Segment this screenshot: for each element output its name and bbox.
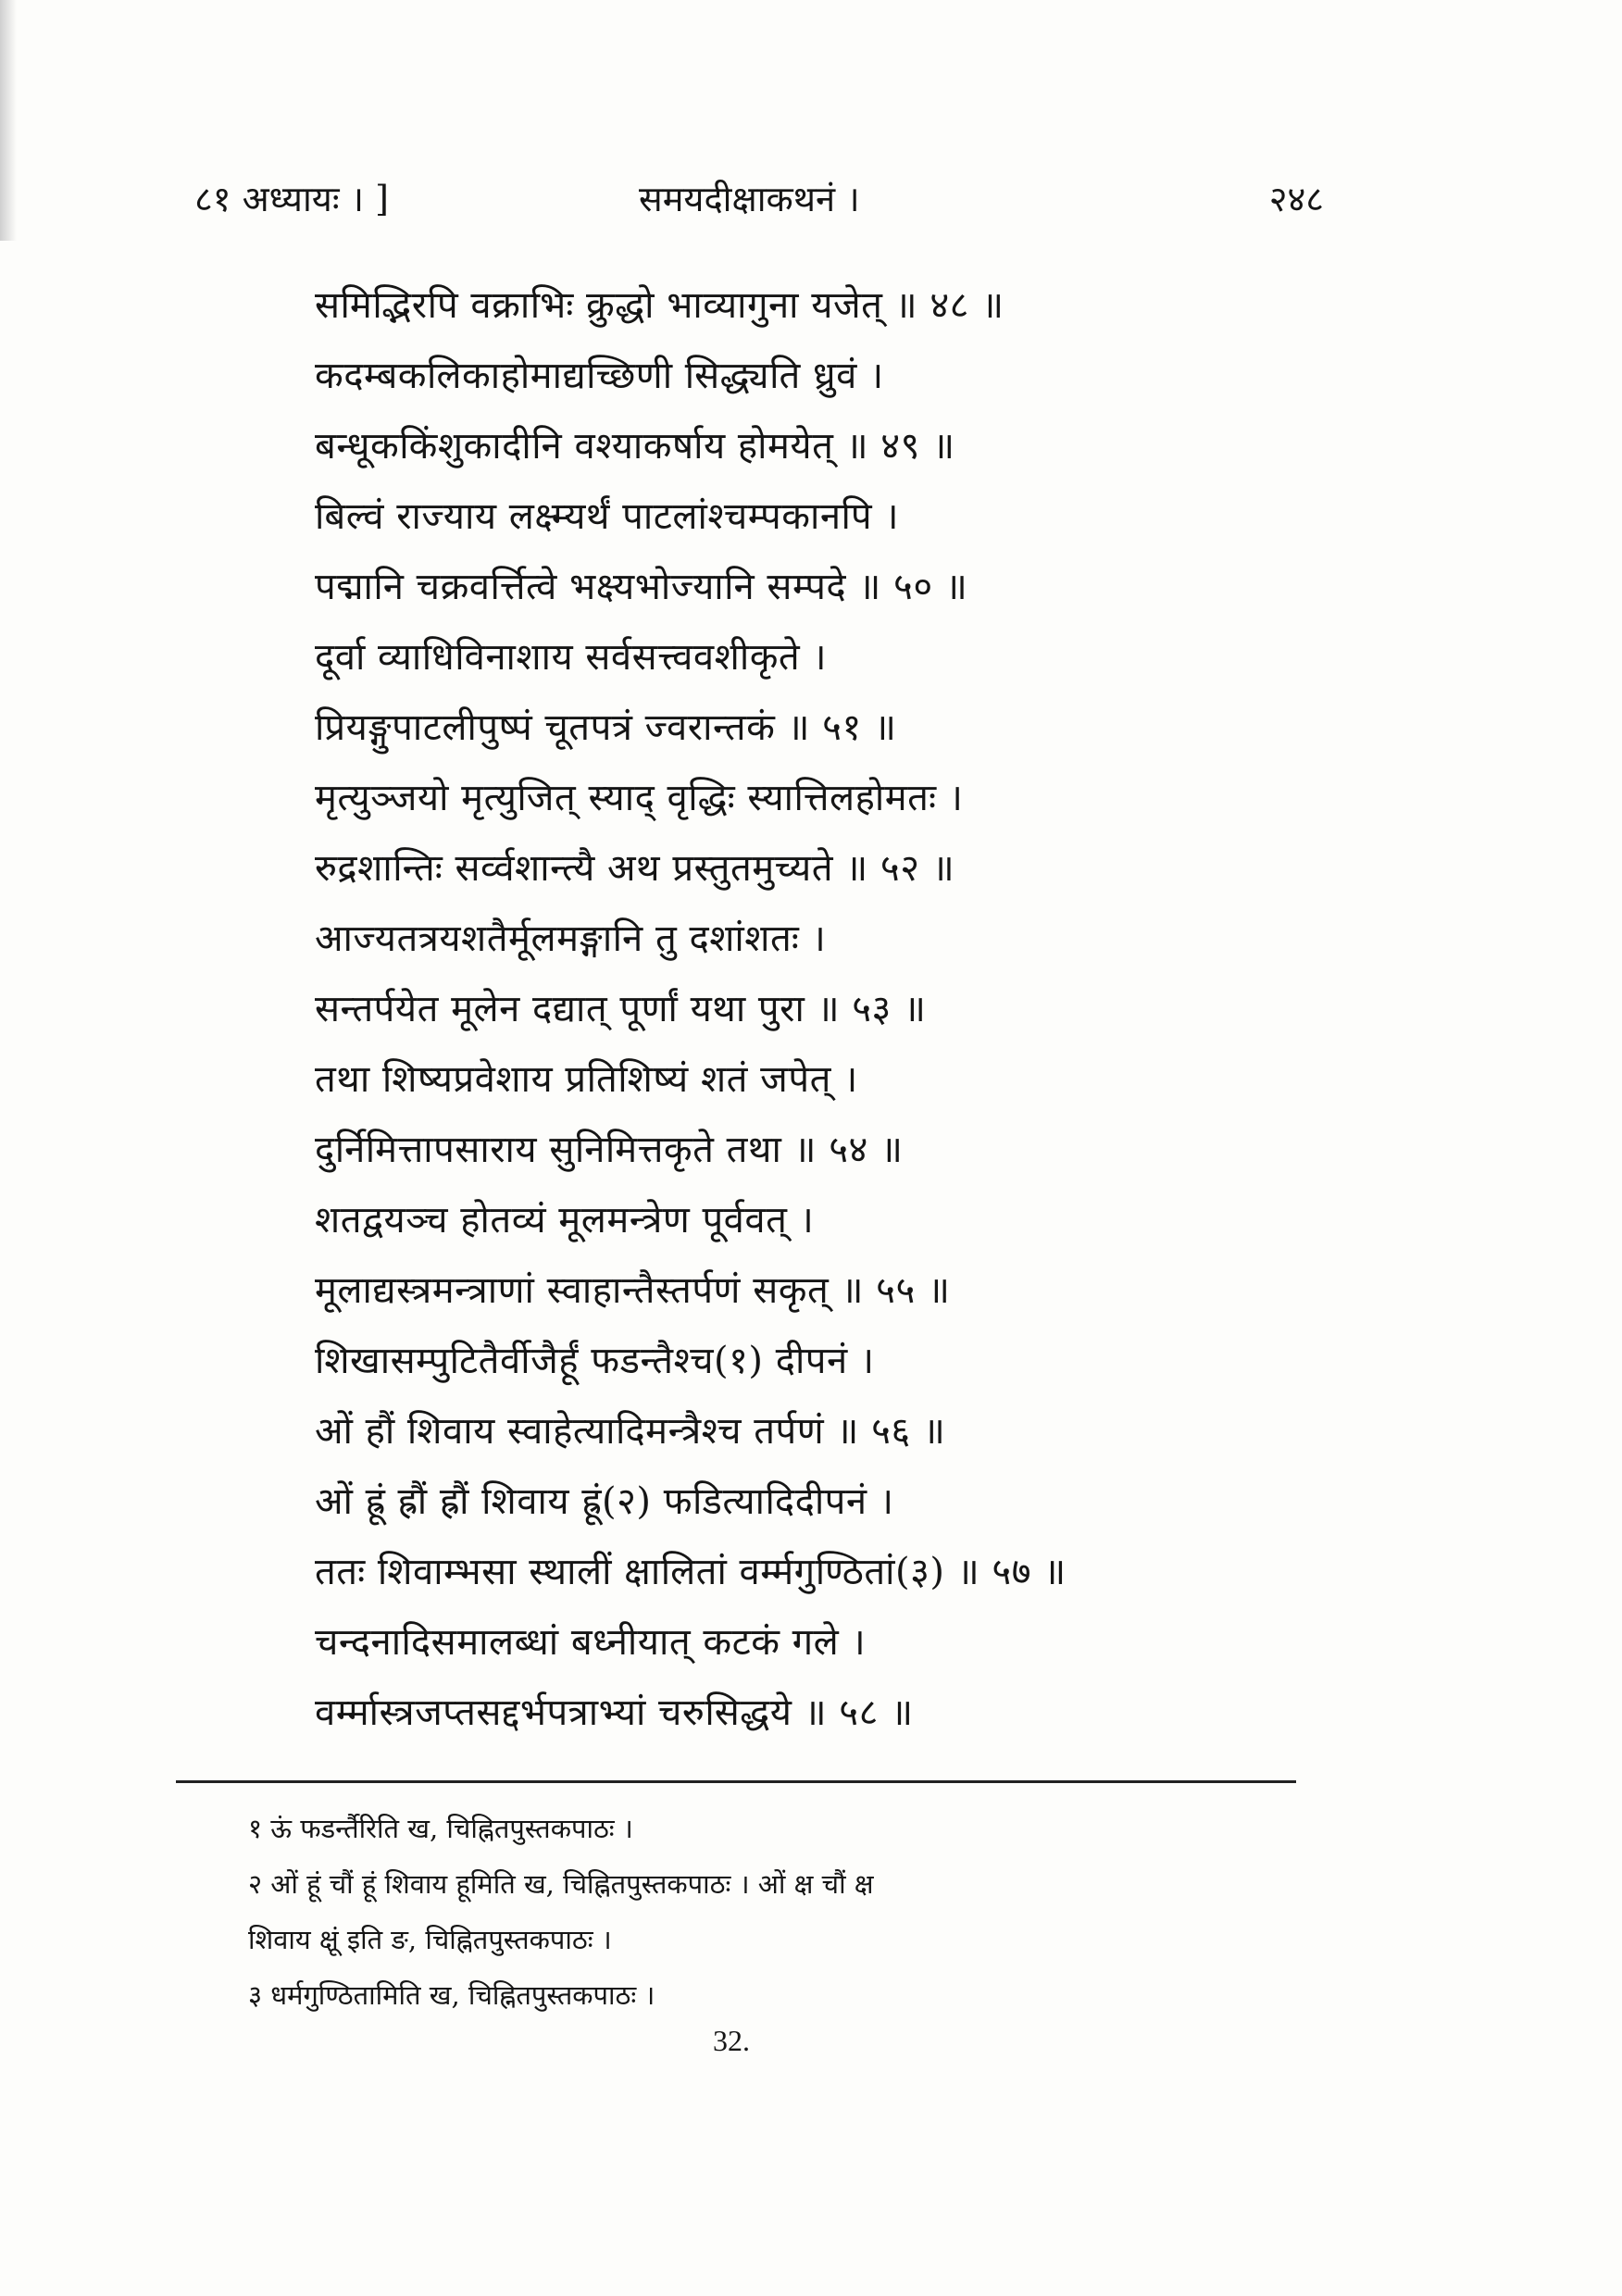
verse-line: ओं हौं शिवाय स्वाहेत्यादिमन्त्रैश्च तर्पणं ॥ ५६ ॥: [315, 1410, 946, 1453]
verse-line: समिद्भिरपि वक्राभिः क्रुद्धो भाव्यागुना यजेत् ॥ ४८ ॥: [315, 284, 1004, 327]
verse-line: शिखासम्पुटितैर्वीजैर्हूं फडन्तैश्च(१) दीपनं ।: [315, 1340, 875, 1382]
page-number: 32.: [713, 2024, 750, 2057]
verse-line: मूलाद्यस्त्रमन्त्राणां स्वाहान्तैस्तर्पणं सकृत् ॥ ५५ ॥: [315, 1269, 951, 1312]
verse-line: चन्दनादिसमालब्धां बध्नीयात् कटकं गले ।: [315, 1621, 867, 1664]
verse-line: बन्धूककिंशुकादीनि वश्याकर्षाय होमयेत् ॥ ४९ ॥: [315, 425, 955, 468]
verse-line: मृत्युञ्जयो मृत्युजित् स्याद् वृद्धिः स्यात्तिलहोमतः ।: [315, 777, 964, 819]
header-page-number: २४८: [1268, 179, 1324, 219]
verse-line: तथा शिष्यप्रवेशाय प्रतिशिष्यं शतं जपेत् ।: [315, 1058, 858, 1101]
verse-line: ओं ह्रूं ह्रौं ह्रौं शिवाय ह्रूं(२) फडित्यादिदीपनं ।: [315, 1480, 894, 1523]
verse-line: बिल्वं राज्याय लक्ष्म्यर्थं पाटलांश्चम्पकानपि ।: [315, 495, 899, 538]
verse-line: रुद्रशान्तिः सर्व्वशान्त्यै अथ प्रस्तुतमुच्यते ॥ ५२ ॥: [315, 847, 955, 890]
verse-line: दूर्वा व्याधिविनाशाय सर्वसत्त्ववशीकृते ।: [315, 636, 828, 679]
verse-line: कदम्बकलिकाहोमाद्यच्छिणी सिद्ध्यति ध्रुवं ।: [315, 355, 884, 397]
footnote: २ ओं हूं चौं हूं शिवाय हूमिति ख, चिह्नितपुस्तकपाठः । ओं क्ष चौं क्ष: [248, 1868, 874, 1900]
verse-line: पद्मानि चक्रवर्त्तित्वे भक्ष्यभोज्यानि सम्पदे ॥ ५० ॥: [315, 566, 968, 608]
verse-block: [315, 270, 1315, 1748]
verse-line: प्रियङ्गुपाटलीपुष्पं चूतपत्रं ज्वरान्तकं ॥ ५१ ॥: [315, 706, 897, 749]
chapter-label: ८१ अध्यायः । ]: [194, 179, 389, 219]
verse-line: आज्यतत्रयशतैर्मूलमङ्गानि तु दशांशतः ।: [315, 917, 827, 960]
running-header: [194, 174, 1324, 230]
verse-line: वर्म्मास्त्रजप्तसद्दर्भपत्राभ्यां चरुसिद्धये ॥ ५८ ॥: [315, 1691, 914, 1734]
verse-line: ततः शिवाम्भसा स्थालीं क्षालितां वर्म्मगुण्ठितां(३) ॥ ५७ ॥: [315, 1551, 1067, 1593]
verse-line: सन्तर्पयेत मूलेन दद्यात् पूर्णां यथा पुरा ॥ ५३ ॥: [315, 988, 927, 1030]
footnote: १ ऊं फडर्न्तैरिति ख, चिह्नितपुस्तकपाठः ।: [248, 1813, 633, 1844]
verse-line: शतद्वयञ्च होतव्यं मूलमन्त्रेण पूर्ववत् ।: [315, 1199, 815, 1242]
footnotes: [248, 1801, 1322, 2023]
section-title: समयदीक्षाकथनं ।: [639, 179, 860, 219]
footnote: शिवाय क्षूं इति ङ, चिह्नितपुस्तकपाठः ।: [248, 1924, 612, 1955]
verse-line: दुर्निमित्तापसाराय सुनिमित्तकृते तथा ॥ ५४ ॥: [315, 1129, 904, 1171]
footnote-divider: [176, 1780, 1296, 1783]
footnote: ३ धर्मगुण्ठितामिति ख, चिह्नितपुस्तकपाठः ।: [248, 1979, 655, 2011]
page-edge-shadow: [0, 0, 17, 241]
